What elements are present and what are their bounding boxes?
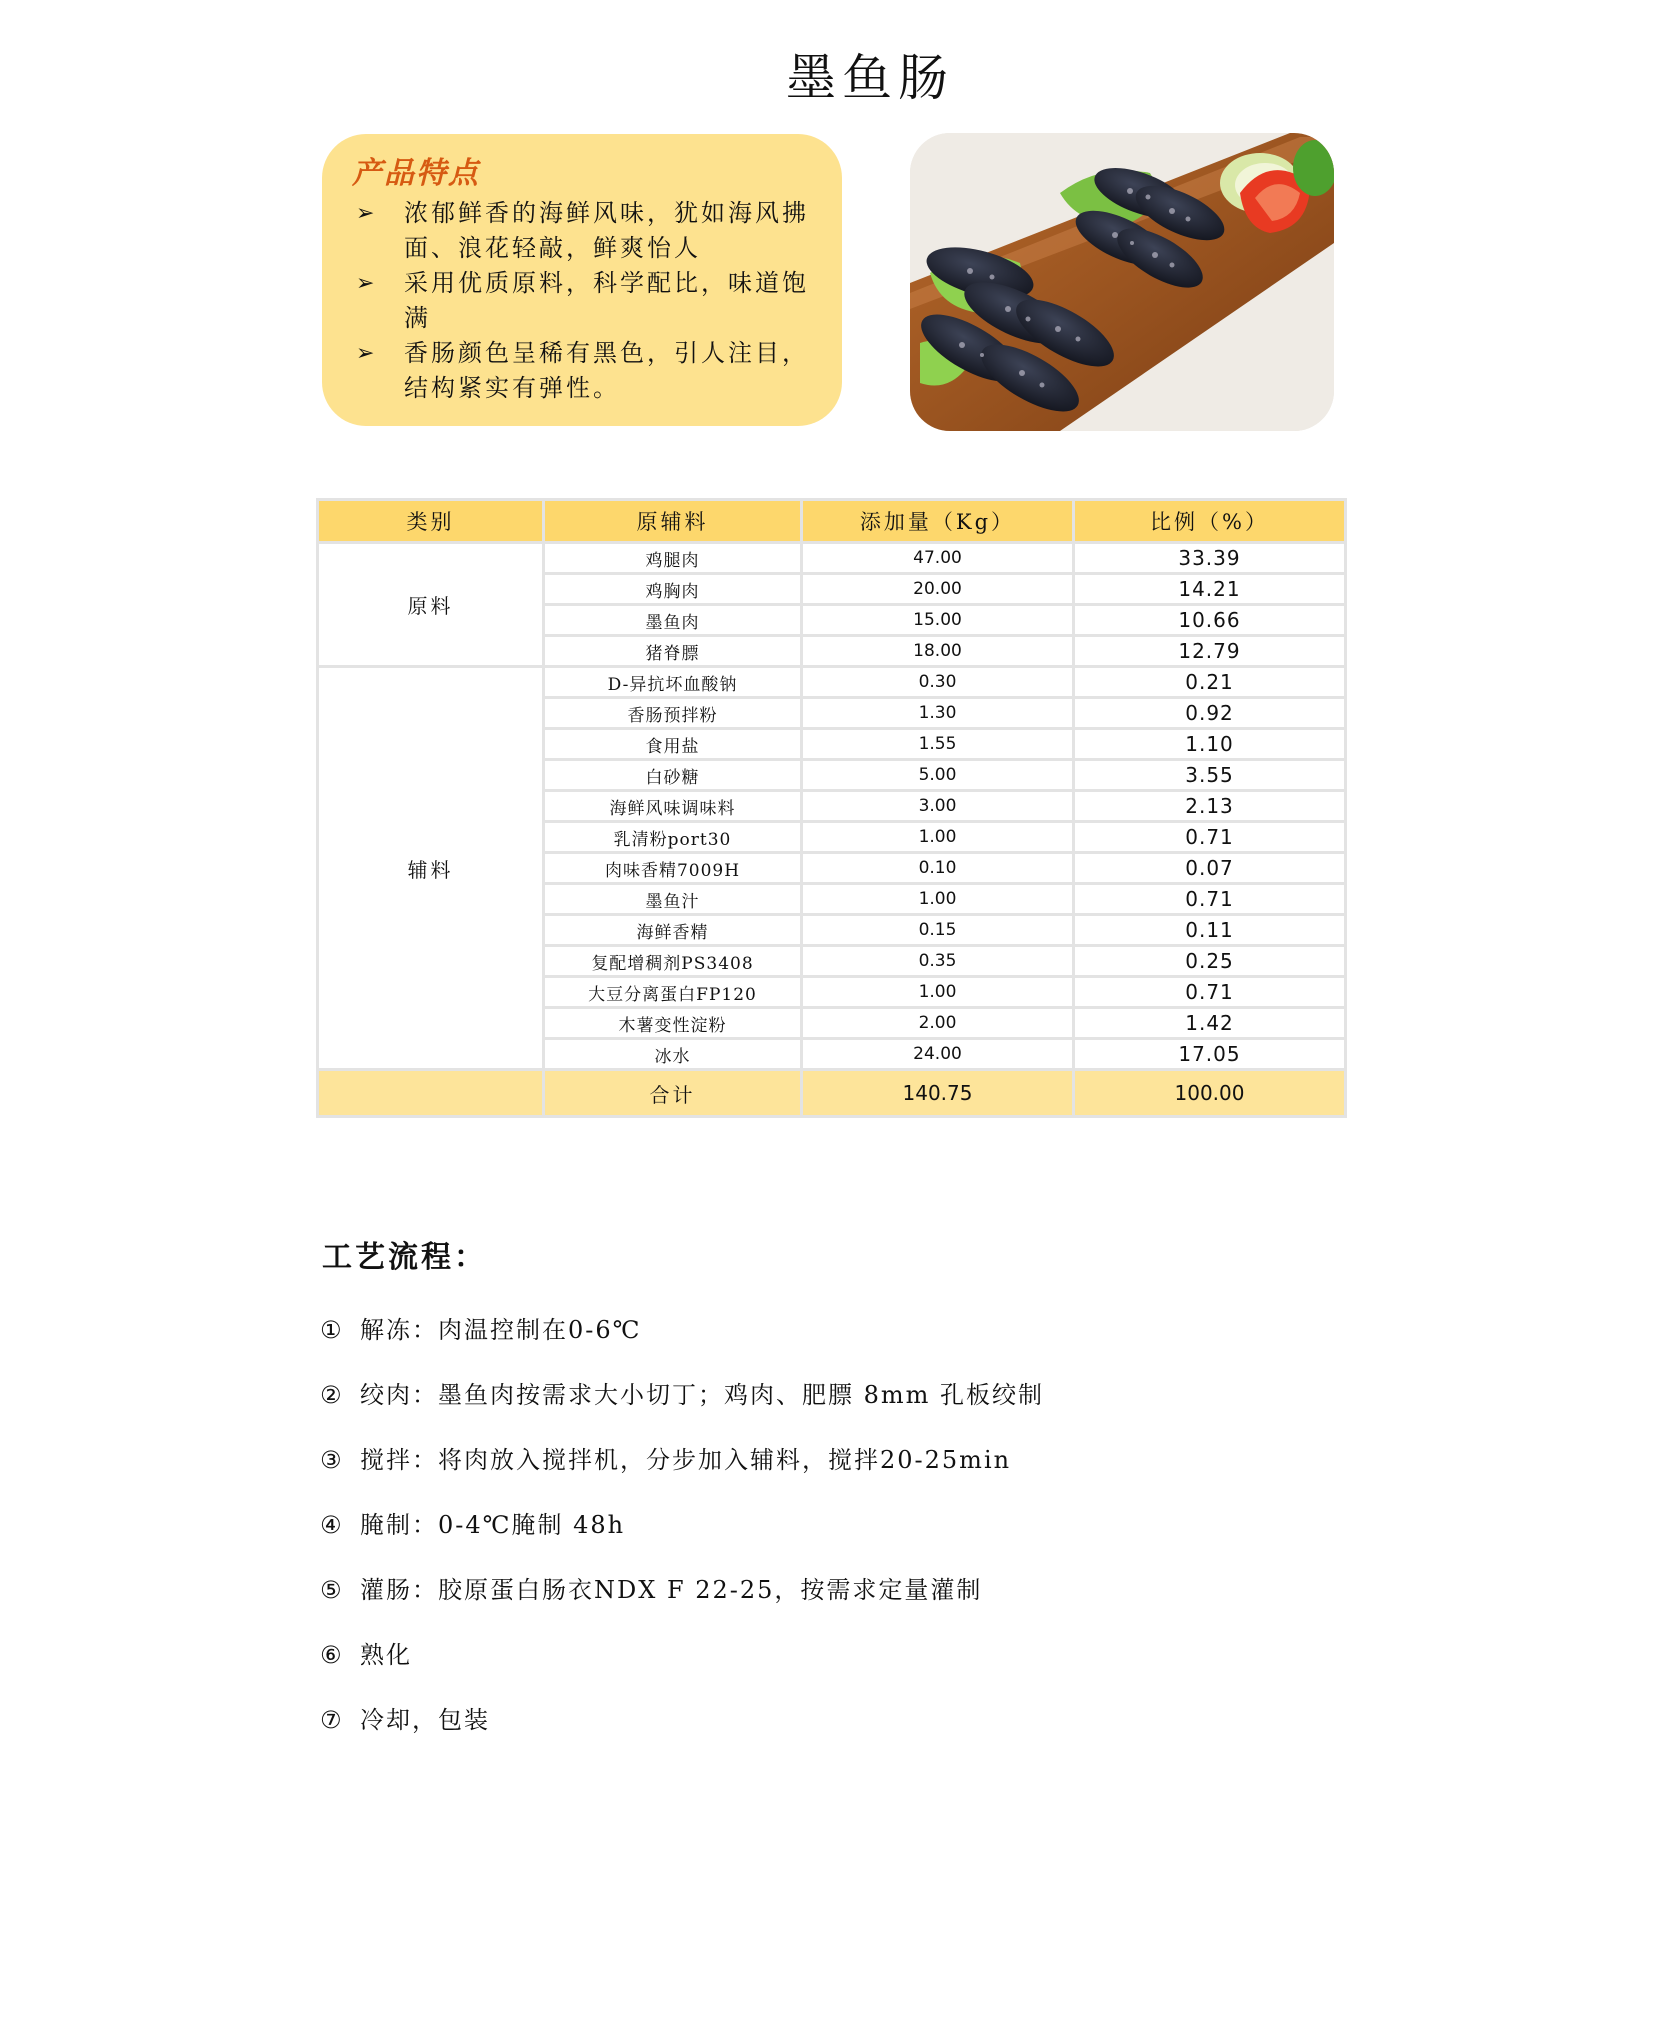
process-heading: 工艺流程： xyxy=(322,1240,487,1275)
amount-cell: 3.00 xyxy=(802,791,1074,822)
ingredient-cell: D-异抗坏血酸钠 xyxy=(544,667,802,698)
ratio-cell: 10.66 xyxy=(1074,605,1346,636)
recipe-table-body xyxy=(318,543,1346,1070)
ingredient-cell: 墨鱼汁 xyxy=(544,884,802,915)
step-number: ⑤ xyxy=(320,1576,344,1604)
column-header: 比例（%） xyxy=(1074,500,1346,543)
ratio-cell: 17.05 xyxy=(1074,1039,1346,1070)
amount-cell: 24.00 xyxy=(802,1039,1074,1070)
process-step xyxy=(320,1505,1044,1570)
amount-cell: 1.00 xyxy=(802,977,1074,1008)
total-empty-cell xyxy=(318,1070,544,1117)
ingredient-cell: 鸡腿肉 xyxy=(544,543,802,574)
ingredient-cell: 冰水 xyxy=(544,1039,802,1070)
process-step xyxy=(320,1570,1044,1635)
ratio-cell: 1.10 xyxy=(1074,729,1346,760)
step-number: ⑦ xyxy=(320,1706,344,1734)
ratio-cell: 2.13 xyxy=(1074,791,1346,822)
total-amount: 140.75 xyxy=(802,1070,1074,1117)
ratio-cell: 0.11 xyxy=(1074,915,1346,946)
column-header: 类别 xyxy=(318,500,544,543)
product-features-box xyxy=(322,134,842,426)
step-text: 冷却，包装 xyxy=(360,1706,490,1734)
process-step xyxy=(320,1310,1044,1375)
ratio-cell: 33.39 xyxy=(1074,543,1346,574)
step-number: ① xyxy=(320,1316,344,1344)
step-number: ⑥ xyxy=(320,1641,344,1669)
step-number: ③ xyxy=(320,1446,344,1474)
ingredient-cell: 食用盐 xyxy=(544,729,802,760)
feature-item xyxy=(348,196,812,266)
amount-cell: 2.00 xyxy=(802,1008,1074,1039)
process-step xyxy=(320,1700,1044,1765)
squid-ink-sausage-image xyxy=(910,133,1334,431)
ingredient-cell: 猪脊膘 xyxy=(544,636,802,667)
step-text: 解冻：肉温控制在0-6℃ xyxy=(360,1316,642,1344)
ingredient-cell: 大豆分离蛋白FP120 xyxy=(544,977,802,1008)
amount-cell: 0.15 xyxy=(802,915,1074,946)
ingredient-cell: 复配增稠剂PS3408 xyxy=(544,946,802,977)
step-text: 搅拌：将肉放入搅拌机，分步加入辅料，搅拌20-25min xyxy=(360,1446,1012,1474)
feature-text: 采用优质原料，科学配比，味道饱满 xyxy=(404,269,809,332)
ratio-cell: 0.25 xyxy=(1074,946,1346,977)
ingredient-cell: 海鲜风味调味料 xyxy=(544,791,802,822)
product-photo xyxy=(910,133,1334,431)
ratio-cell: 14.21 xyxy=(1074,574,1346,605)
total-row xyxy=(318,1070,1346,1117)
ratio-cell: 0.07 xyxy=(1074,853,1346,884)
ratio-cell: 0.92 xyxy=(1074,698,1346,729)
table-row xyxy=(318,667,1346,698)
arrow-bullet-icon: ➢ xyxy=(356,201,378,226)
amount-cell: 0.10 xyxy=(802,853,1074,884)
amount-cell: 1.30 xyxy=(802,698,1074,729)
amount-cell: 0.30 xyxy=(802,667,1074,698)
ingredient-cell: 肉味香精7009H xyxy=(544,853,802,884)
feature-item xyxy=(348,336,812,406)
ingredient-cell: 香肠预拌粉 xyxy=(544,698,802,729)
step-text: 灌肠：胶原蛋白肠衣NDX F 22-25，按需求定量灌制 xyxy=(360,1576,983,1604)
feature-text: 香肠颜色呈稀有黑色，引人注目，结构紧实有弹性。 xyxy=(404,339,809,402)
step-number: ② xyxy=(320,1381,344,1409)
process-step xyxy=(320,1635,1044,1700)
step-text: 绞肉：墨鱼肉按需求大小切丁；鸡肉、肥膘 8mm 孔板绞制 xyxy=(360,1381,1045,1409)
category-cell: 原料 xyxy=(318,543,544,667)
column-header: 原辅料 xyxy=(544,500,802,543)
recipe-table xyxy=(316,498,1347,1118)
arrow-bullet-icon: ➢ xyxy=(356,271,378,296)
amount-cell: 0.35 xyxy=(802,946,1074,977)
ingredient-cell: 鸡胸肉 xyxy=(544,574,802,605)
ratio-cell: 12.79 xyxy=(1074,636,1346,667)
feature-item xyxy=(348,266,812,336)
column-header: 添加量（Kg） xyxy=(802,500,1074,543)
table-row xyxy=(318,543,1346,574)
process-steps xyxy=(320,1310,1044,1765)
ingredient-cell: 木薯变性淀粉 xyxy=(544,1008,802,1039)
total-ratio: 100.00 xyxy=(1074,1070,1346,1117)
step-text: 熟化 xyxy=(360,1641,412,1669)
ratio-cell: 0.71 xyxy=(1074,977,1346,1008)
process-step xyxy=(320,1440,1044,1505)
amount-cell: 1.00 xyxy=(802,884,1074,915)
process-step xyxy=(320,1375,1044,1440)
feature-text: 浓郁鲜香的海鲜风味，犹如海风拂面、浪花轻敲，鲜爽怡人 xyxy=(404,199,809,262)
page-title: 墨鱼肠 xyxy=(786,49,954,107)
amount-cell: 5.00 xyxy=(802,760,1074,791)
amount-cell: 20.00 xyxy=(802,574,1074,605)
category-cell: 辅料 xyxy=(318,667,544,1070)
total-label: 合计 xyxy=(544,1070,802,1117)
arrow-bullet-icon: ➢ xyxy=(356,341,378,366)
ratio-cell: 0.71 xyxy=(1074,822,1346,853)
table-header-row xyxy=(318,500,1346,543)
ingredient-cell: 墨鱼肉 xyxy=(544,605,802,636)
amount-cell: 1.55 xyxy=(802,729,1074,760)
ratio-cell: 0.71 xyxy=(1074,884,1346,915)
amount-cell: 1.00 xyxy=(802,822,1074,853)
ratio-cell: 0.21 xyxy=(1074,667,1346,698)
ingredient-cell: 白砂糖 xyxy=(544,760,802,791)
features-heading: 产品特点 xyxy=(352,156,480,191)
amount-cell: 47.00 xyxy=(802,543,1074,574)
ratio-cell: 3.55 xyxy=(1074,760,1346,791)
amount-cell: 18.00 xyxy=(802,636,1074,667)
feature-list xyxy=(348,196,812,406)
ingredient-cell: 乳清粉port30 xyxy=(544,822,802,853)
ingredient-cell: 海鲜香精 xyxy=(544,915,802,946)
amount-cell: 15.00 xyxy=(802,605,1074,636)
step-text: 腌制：0-4℃腌制 48h xyxy=(360,1511,626,1539)
ratio-cell: 1.42 xyxy=(1074,1008,1346,1039)
step-number: ④ xyxy=(320,1511,344,1539)
